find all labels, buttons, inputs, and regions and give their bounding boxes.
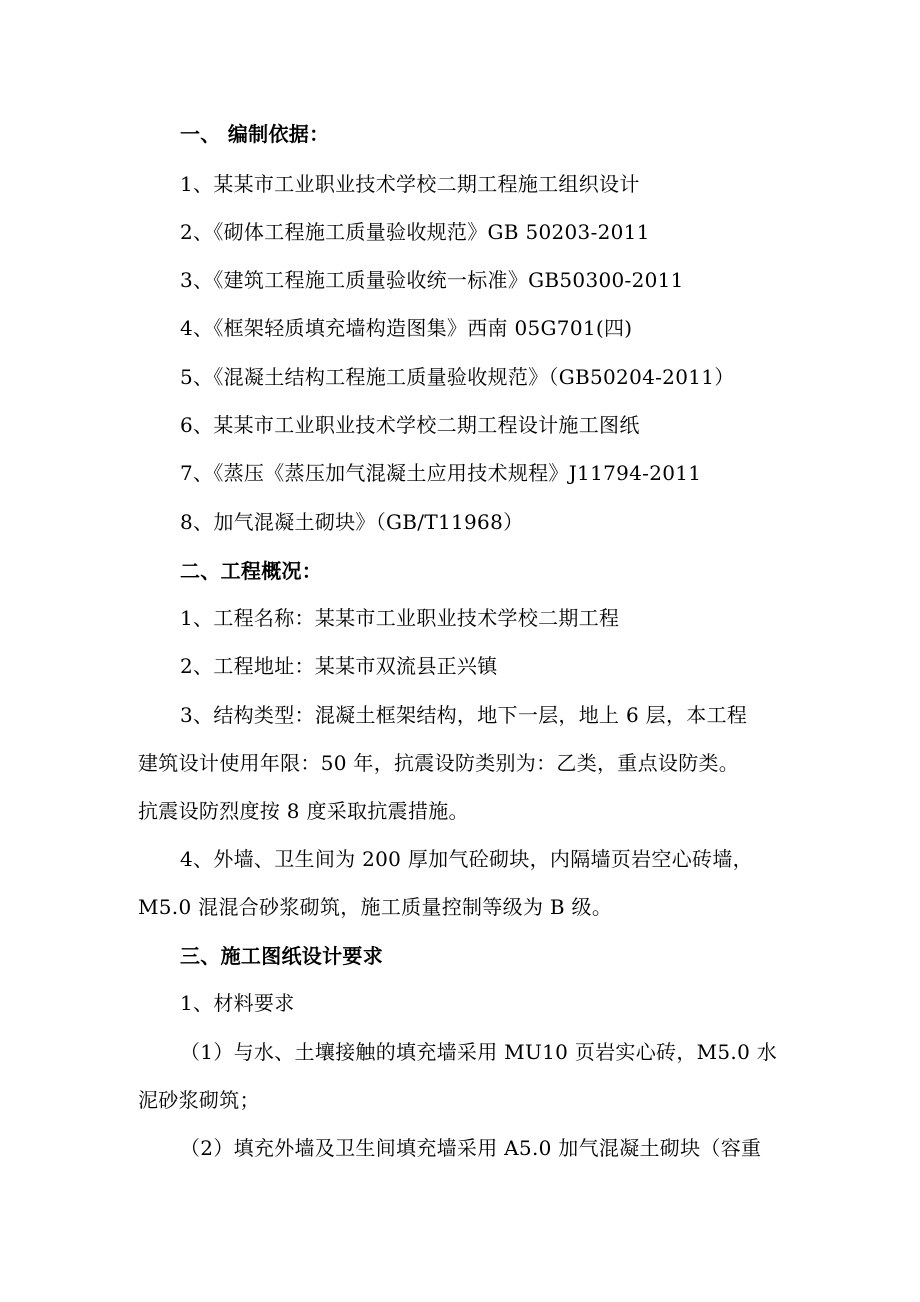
section-heading-requirements: 三、施工图纸设计要求 xyxy=(180,944,383,968)
overview-structure-line-1: 3、结构类型：混凝土框架结构，地下一层，地上 6 层，本工程 xyxy=(180,703,748,727)
overview-walls-line-2: M5.0 混混合砂浆砌筑，施工质量控制等级为 B 级。 xyxy=(138,895,613,919)
requirement-2-line-1: （2）填充外墙及卫生间填充墙采用 A5.0 加气混凝土砌块（容重 xyxy=(180,1136,762,1160)
section-heading-overview: 二、工程概况： xyxy=(180,559,323,583)
basis-item-2: 2、《砌体工程施工质量验收规范》GB 50203-2011 xyxy=(180,220,650,244)
basis-item-8: 8、加气混凝土砌块》（GB/T11968） xyxy=(180,510,524,534)
section-heading-basis: 一、 编制依据： xyxy=(180,122,330,146)
basis-item-6: 6、某某市工业职业技术学校二期工程设计施工图纸 xyxy=(180,413,640,437)
basis-item-7: 7、《蒸压《蒸压加气混凝土应用技术规程》J11794-2011 xyxy=(180,461,702,485)
basis-item-5: 5、《混凝土结构工程施工质量验收规范》（GB50204-2011） xyxy=(180,365,735,389)
overview-structure-line-3: 抗震设防烈度按 8 度采取抗震措施。 xyxy=(138,799,469,823)
overview-structure-line-2: 建筑设计使用年限：50 年，抗震设防类别为：乙类，重点设防类。 xyxy=(138,751,740,775)
basis-item-3: 3、《建筑工程施工质量验收统一标准》GB50300-2011 xyxy=(180,268,684,292)
basis-item-1: 1、某某市工业职业技术学校二期工程施工组织设计 xyxy=(180,172,640,196)
basis-item-4: 4、《框架轻质填充墙构造图集》西南 05G701(四) xyxy=(180,316,633,340)
overview-item-2: 2、工程地址：某某市双流县正兴镇 xyxy=(180,654,498,678)
overview-walls-line-1: 4、外墙、卫生间为 200 厚加气砼砌块，内隔墙页岩空心砖墙， xyxy=(180,847,753,871)
requirement-1-line-2: 泥砂浆砌筑； xyxy=(138,1088,260,1112)
overview-item-1: 1、工程名称：某某市工业职业技术学校二期工程 xyxy=(180,606,620,630)
requirements-subheading: 1、材料要求 xyxy=(180,991,295,1015)
requirement-1-line-1: （1）与水、土壤接触的填充墙采用 MU10 页岩实心砖，M5.0 水 xyxy=(180,1040,778,1064)
